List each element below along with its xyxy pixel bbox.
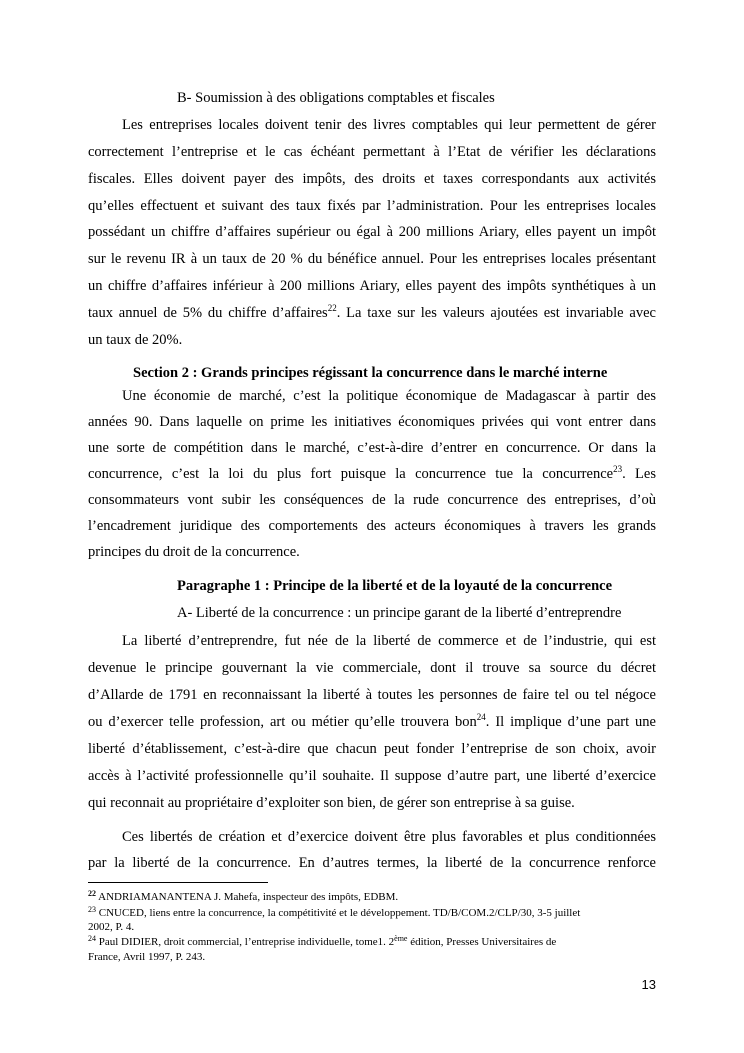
para2-line-1: Une économie de marché, c’est la politique économique de Madagascar à partir des [122, 388, 656, 404]
para2-line-4-a: concurrence, c’est la loi du plus fort puisque la concurrence tue la concurrence [88, 466, 614, 482]
footnote-23-number: 23 [88, 905, 96, 914]
para1-line-4: qu’elles effectuent et suivant des taux fixés par l’administration. Pour les entreprises locales [88, 198, 656, 214]
para3-line-4-a: ou d’exercer telle profession, art ou métier qu’elle trouvera bon [88, 714, 477, 730]
para2-line-5: consommateurs vont subir les conséquences de la rude concurrence des entreprises, d’où [88, 492, 656, 508]
footnote-24-superscript: ème [394, 934, 408, 943]
para1-line-9: un taux de 20%. [88, 332, 183, 348]
footnote-23-text: CNUCED, liens entre la concurrence, la compétitivité et le développement. TD/B/COM.2/CLP/30, 3-5 juillet [96, 907, 581, 919]
section-2-heading: Section 2 : Grands principes régissant la concurrence dans le marché interne [133, 365, 608, 381]
para1-line-6: sur le revenu IR à un taux de 20 % du bénéfice annuel. Pour les entreprises locales présentant [88, 251, 656, 267]
footnote-24-number: 24 [88, 934, 96, 943]
paragraphe-1-heading: Paragraphe 1 : Principe de la liberté et de la loyauté de la concurrence [177, 578, 613, 594]
para2-line-4 [88, 465, 656, 483]
para4-line-2: par la liberté de la concurrence. En d’autres termes, la liberté de la concurrence renforce [88, 855, 656, 871]
footnote-22 [88, 890, 660, 904]
footnote-23 [88, 906, 660, 920]
para1-line-3: fiscales. Elles doivent payer des impôts, des droits et taxes correspondants aux activités [88, 171, 656, 187]
footnote-23-cont: 2002, P. 4. [88, 921, 135, 933]
para3-line-5: liberté d’établissement, c’est-à-dire que chacun peut fonder l’entreprise de son choix, avoir [88, 741, 656, 757]
para2-line-3: une sorte de compétition dans le marché, c’est-à-dire d’entrer en concurrence. Or dans la [88, 440, 656, 456]
para1-line-1: Les entreprises locales doivent tenir des livres comptables qui leur permettent de gérer [122, 117, 656, 133]
para1-line-2: correctement l’entreprise et le cas échéant permettant à l’Etat de vérifier les déclarations [88, 144, 656, 160]
para2-line-7: principes du droit de la concurrence. [88, 544, 300, 560]
para3-line-4 [88, 713, 656, 731]
para3-line-2: devenue le principe gouvernant la vie commerciale, dont il trouve sa source du décret [88, 660, 656, 676]
para1-line-7: un chiffre d’affaires inférieur à 200 millions Ariary, elles payent des impôts synthétiques à un [88, 278, 656, 294]
para2-line-6: l’encadrement juridique des comportements des acteurs économiques à travers les grands [88, 518, 656, 534]
para3-line-3: d’Allarde de 1791 en reconnaissant la liberté à toutes les personnes de faire tel ou tel négoce [88, 687, 656, 703]
para1-line-8-a: taux annuel de 5% du chiffre d’affaires [88, 305, 328, 321]
para3-line-6: accès à l’activité professionnelle qu’il souhaite. Il suppose d’autre part, une liberté d’exercice [88, 768, 656, 784]
footnote-ref-22: 22 [327, 303, 337, 313]
para1-line-5: possédant un chiffre d’affaires supérieur ou égal à 200 millions Ariary, elles payent un impôt [88, 224, 656, 240]
footnote-24 [88, 935, 660, 949]
para2-line-2: années 90. Dans laquelle on prime les initiatives économiques privées qui vont entrer dans [88, 414, 656, 430]
footnote-ref-23: 23 [613, 464, 623, 474]
page-number: 13 [641, 977, 656, 992]
para3-line-7: qui reconnait au propriétaire d’exploiter son bien, de gérer son entreprise à sa guise. [88, 795, 575, 811]
para2-line-4-b: . Les [622, 466, 656, 482]
para4-line-1: Ces libertés de création et d’exercice doivent être plus favorables et plus conditionnées [122, 829, 656, 845]
footnote-divider [88, 882, 268, 883]
footnote-22-text: ANDRIAMANANTENA J. Mahefa, inspecteur des impôts, EDBM. [96, 891, 399, 903]
subheading-a: A- Liberté de la concurrence : un principe garant de la liberté d’entreprendre [177, 605, 622, 621]
footnote-24-text-b: édition, Presses Universitaires de [407, 936, 557, 948]
para1-line-8 [88, 304, 656, 322]
footnote-24-cont: France, Avril 1997, P. 243. [88, 951, 206, 963]
footnote-24-text-a: Paul DIDIER, droit commercial, l’entreprise individuelle, tome1. 2 [96, 936, 395, 948]
para3-line-1: La liberté d’entreprendre, fut née de la liberté de commerce et de l’industrie, qui est [122, 633, 656, 649]
para1-line-8-b: . La taxe sur les valeurs ajoutées est invariable avec [336, 305, 656, 321]
para3-line-4-b: . Il implique d’une part une [485, 714, 656, 730]
subheading-b: B- Soumission à des obligations comptables et fiscales [177, 90, 495, 106]
footnote-22-number: 22 [88, 889, 96, 898]
footnote-ref-24: 24 [476, 712, 486, 722]
